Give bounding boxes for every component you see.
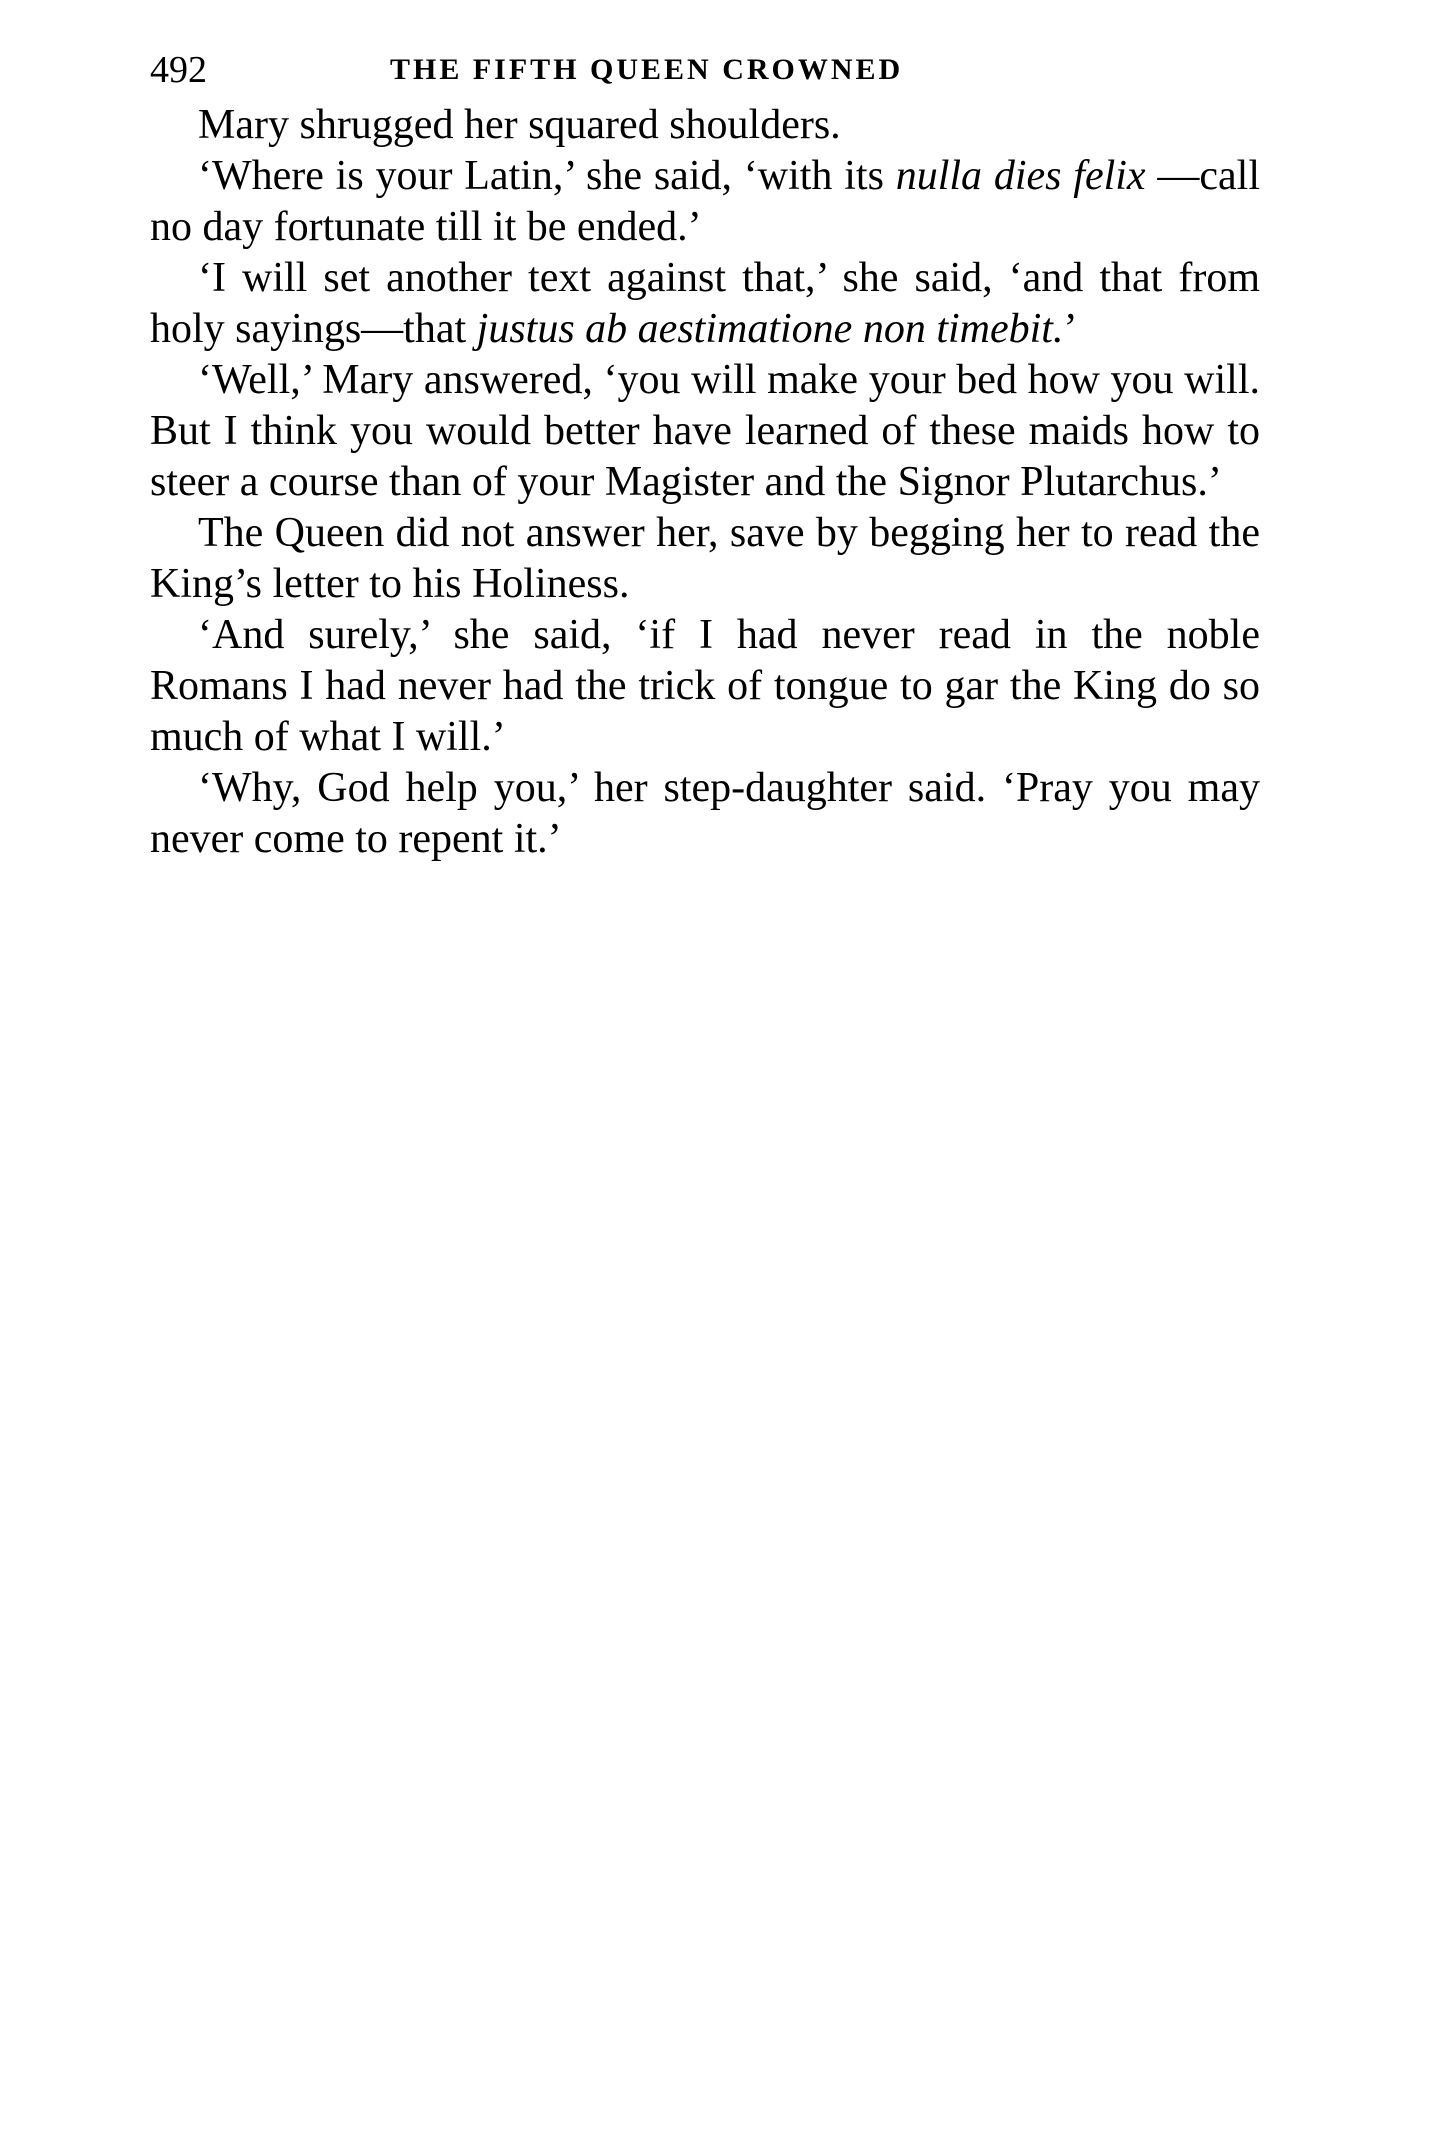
running-title: THE FIFTH QUEEN CROWNED bbox=[390, 53, 904, 86]
paragraph bbox=[150, 151, 1260, 253]
latin-phrase: nulla dies felix bbox=[895, 153, 1146, 199]
text-segment: Mary shrugged her squared shoulders. bbox=[198, 102, 841, 148]
text-segment: —call no day fortunate till it be ended.’ bbox=[150, 153, 1260, 250]
text-segment: ‘Where is your Latin,’ she said, ‘with its bbox=[198, 153, 896, 199]
page-header bbox=[150, 40, 1260, 100]
paragraph bbox=[150, 763, 1260, 865]
book-page bbox=[150, 40, 1260, 865]
latin-phrase: justus ab aestimatione non timebit. bbox=[476, 306, 1064, 352]
text-segment: The Queen did not answer her, save by begging her to read the King’s letter to his Holiness. bbox=[150, 510, 1260, 607]
paragraph bbox=[150, 355, 1260, 508]
page-number: 492 bbox=[150, 49, 207, 91]
text-segment: ‘And surely,’ she said, ‘if I had never read in the noble Romans I had never had the trick of tongue to gar the King do so much of what I will.’ bbox=[150, 612, 1260, 760]
paragraph bbox=[150, 508, 1260, 610]
paragraph bbox=[150, 253, 1260, 355]
text-segment: ’ bbox=[1063, 306, 1078, 352]
text-segment: ‘Well,’ Mary answered, ‘you will make your bed how you will. But I think you would better have learned of these maids how to steer a course than of your Magister and the Signor Plutarchus.’ bbox=[150, 357, 1260, 505]
paragraph bbox=[150, 610, 1260, 763]
text-segment: ‘Why, God help you,’ her step-daughter said. ‘Pray you may never come to repent it.’ bbox=[150, 765, 1260, 862]
paragraph bbox=[150, 100, 1260, 151]
text-segment: ‘I will set another text against that,’ she said, ‘and that from holy sayings—that bbox=[150, 255, 1260, 352]
body-text bbox=[150, 100, 1260, 865]
